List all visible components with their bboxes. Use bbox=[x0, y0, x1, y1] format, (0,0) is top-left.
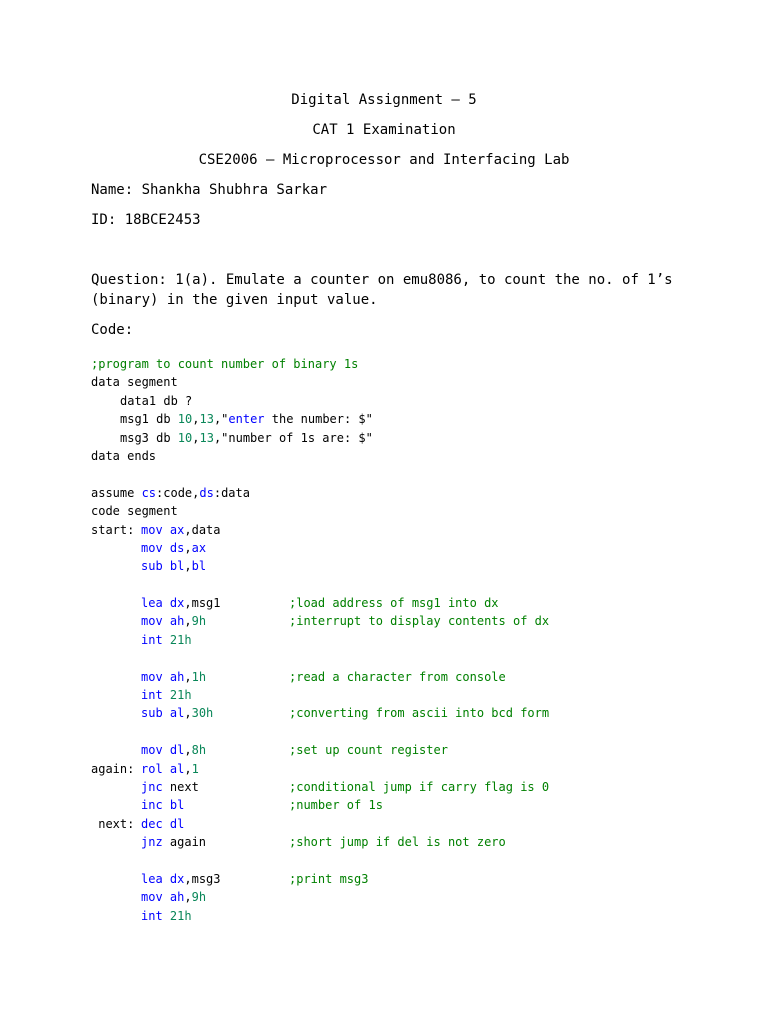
code-text bbox=[163, 706, 170, 720]
code-line bbox=[91, 796, 383, 814]
code-number: 30h bbox=[191, 706, 214, 721]
code-comment: ;load address of msg1 into dx bbox=[289, 596, 499, 611]
code-text: , bbox=[184, 743, 192, 758]
code-line bbox=[91, 888, 358, 906]
code-keyword: mov bbox=[141, 890, 163, 905]
code-comment: ;program to count number of binary 1s bbox=[91, 357, 359, 371]
code-number: 9h bbox=[191, 890, 207, 905]
code-keyword: ds bbox=[169, 540, 185, 555]
code-blank-line bbox=[91, 649, 358, 667]
code-line bbox=[91, 778, 550, 796]
code-line bbox=[91, 502, 358, 520]
code-text bbox=[163, 523, 170, 537]
code-keyword: ah bbox=[169, 890, 185, 905]
code-keyword: dx bbox=[169, 596, 185, 611]
code-text: next bbox=[162, 779, 199, 794]
code-line bbox=[91, 521, 358, 539]
code-label: Code: bbox=[91, 322, 134, 338]
code-line bbox=[91, 833, 506, 851]
document-title: Digital Assignment – 5 bbox=[291, 92, 477, 108]
code-label: again: bbox=[91, 761, 142, 776]
code-keyword: ds bbox=[199, 485, 214, 500]
code-keyword: ah bbox=[169, 614, 185, 629]
code-blank-line bbox=[91, 576, 358, 594]
code-number: 8h bbox=[191, 743, 207, 758]
code-line bbox=[91, 612, 550, 630]
code-text bbox=[163, 559, 170, 573]
code-text: , bbox=[192, 430, 200, 445]
code-keyword: dx bbox=[169, 871, 185, 886]
student-id: ID: 18BCE2453 bbox=[91, 212, 201, 228]
code-text bbox=[163, 872, 170, 886]
code-keyword: mov bbox=[141, 614, 163, 629]
code-text: :data bbox=[213, 485, 250, 500]
code-keyword: al bbox=[169, 706, 185, 721]
code-keyword: ax bbox=[191, 540, 207, 555]
code-line bbox=[91, 410, 373, 428]
code-comment: ;read a character from console bbox=[289, 669, 506, 684]
code-text bbox=[163, 798, 170, 812]
code-text: ,msg3 bbox=[184, 871, 221, 886]
code-keyword: dl bbox=[169, 816, 185, 831]
code-line bbox=[91, 429, 373, 447]
code-text: data segment bbox=[91, 375, 178, 390]
code-comment: ;short jump if del is not zero bbox=[289, 835, 506, 850]
code-text: , bbox=[184, 761, 192, 776]
code-keyword: sub bbox=[141, 706, 163, 721]
code-blank-line bbox=[91, 465, 358, 483]
code-text: again bbox=[162, 835, 207, 850]
code-keyword: jnc bbox=[141, 779, 163, 794]
code-line bbox=[91, 447, 358, 465]
code-label: next: bbox=[91, 816, 142, 831]
code-text: data1 db ? bbox=[120, 393, 193, 408]
code-text: data ends bbox=[91, 448, 157, 463]
code-text: , bbox=[184, 890, 192, 905]
code-text: ," bbox=[213, 412, 229, 427]
code-number: 21h bbox=[169, 908, 192, 923]
code-text: msg1 db bbox=[120, 412, 178, 427]
code-line bbox=[91, 484, 358, 502]
code-number: 1h bbox=[191, 669, 207, 684]
code-keyword: bl bbox=[191, 559, 207, 574]
code-text bbox=[163, 909, 170, 923]
code-keyword: cs bbox=[141, 485, 157, 500]
code-line bbox=[91, 557, 358, 575]
code-line bbox=[91, 668, 506, 686]
code-keyword: ah bbox=[169, 669, 185, 684]
code-block bbox=[91, 355, 550, 925]
code-number: 21h bbox=[169, 632, 192, 647]
code-number: 10 bbox=[177, 430, 193, 445]
code-keyword: lea bbox=[141, 596, 163, 611]
code-text: ,"number of 1s are: $" bbox=[213, 430, 373, 445]
code-keyword: lea bbox=[141, 871, 163, 886]
code-line bbox=[91, 355, 358, 373]
code-text: assume bbox=[91, 485, 142, 500]
code-comment: ;converting from ascii into bcd form bbox=[289, 706, 550, 721]
code-keyword: inc bbox=[141, 798, 163, 813]
code-keyword: dec bbox=[141, 816, 163, 831]
code-text: , bbox=[184, 540, 192, 555]
code-text bbox=[163, 596, 170, 610]
question-line-1: Question: 1(a). Emulate a counter on emu8086, to count the no. of 1’s bbox=[91, 272, 673, 288]
code-text bbox=[163, 817, 170, 831]
code-text bbox=[163, 762, 170, 776]
student-name: Name: Shankha Shubhra Sarkar bbox=[91, 182, 328, 198]
code-line bbox=[91, 392, 358, 410]
code-keyword: enter bbox=[228, 412, 265, 427]
code-keyword: int bbox=[141, 632, 163, 647]
code-line bbox=[91, 907, 358, 925]
code-number: 1 bbox=[191, 761, 199, 776]
code-keyword: mov bbox=[141, 522, 163, 537]
document-subtitle: CAT 1 Examination bbox=[312, 122, 456, 138]
code-text bbox=[163, 614, 170, 628]
code-line bbox=[91, 594, 499, 612]
code-text: , bbox=[184, 614, 192, 629]
code-text: ,msg1 bbox=[184, 596, 221, 611]
code-keyword: ax bbox=[169, 522, 185, 537]
code-keyword: mov bbox=[141, 669, 163, 684]
code-text: , bbox=[184, 706, 192, 721]
code-text: , bbox=[184, 669, 192, 684]
code-text bbox=[163, 670, 170, 684]
code-keyword: mov bbox=[141, 540, 163, 555]
code-line bbox=[91, 686, 358, 704]
code-text: code segment bbox=[91, 504, 178, 519]
course-title: CSE2006 – Microprocessor and Interfacing Lab bbox=[198, 152, 570, 168]
code-keyword: dl bbox=[169, 743, 185, 758]
code-number: 10 bbox=[177, 412, 193, 427]
code-blank-line bbox=[91, 723, 358, 741]
code-keyword: sub bbox=[141, 559, 163, 574]
code-text: msg3 db bbox=[120, 430, 178, 445]
code-keyword: mov bbox=[141, 743, 163, 758]
code-line bbox=[91, 631, 358, 649]
question-line-2: (binary) in the given input value. bbox=[91, 292, 378, 308]
code-blank-line bbox=[91, 852, 358, 870]
code-comment: ;conditional jump if carry flag is 0 bbox=[289, 779, 550, 794]
code-text bbox=[163, 633, 170, 647]
code-text: , bbox=[192, 412, 200, 427]
code-text bbox=[163, 890, 170, 904]
code-number: 13 bbox=[199, 430, 214, 445]
code-comment: ;set up count register bbox=[289, 743, 448, 758]
code-text bbox=[163, 743, 170, 757]
code-line bbox=[91, 539, 358, 557]
code-keyword: al bbox=[169, 761, 185, 776]
code-text bbox=[163, 688, 170, 702]
code-comment: ;number of 1s bbox=[289, 798, 383, 813]
code-number: 13 bbox=[199, 412, 214, 427]
code-text: , bbox=[184, 559, 192, 574]
code-keyword: int bbox=[141, 908, 163, 923]
code-keyword: jnz bbox=[141, 835, 163, 850]
code-keyword: int bbox=[141, 688, 163, 703]
code-line bbox=[91, 870, 369, 888]
code-line bbox=[91, 704, 550, 722]
code-label: start: bbox=[91, 522, 142, 537]
code-keyword: bl bbox=[169, 798, 185, 813]
code-comment: ;print msg3 bbox=[289, 871, 369, 886]
code-line bbox=[91, 815, 358, 833]
code-line bbox=[91, 373, 358, 391]
code-number: 21h bbox=[169, 688, 192, 703]
code-keyword: bl bbox=[169, 559, 185, 574]
code-line bbox=[91, 741, 448, 759]
code-text: the number: $" bbox=[264, 412, 373, 427]
code-number: 9h bbox=[191, 614, 207, 629]
code-line bbox=[91, 760, 358, 778]
code-keyword: rol bbox=[141, 761, 163, 776]
code-comment: ;interrupt to display contents of dx bbox=[289, 614, 550, 629]
code-text: :code, bbox=[156, 485, 200, 500]
code-text bbox=[163, 541, 170, 555]
code-text: ,data bbox=[184, 522, 221, 537]
